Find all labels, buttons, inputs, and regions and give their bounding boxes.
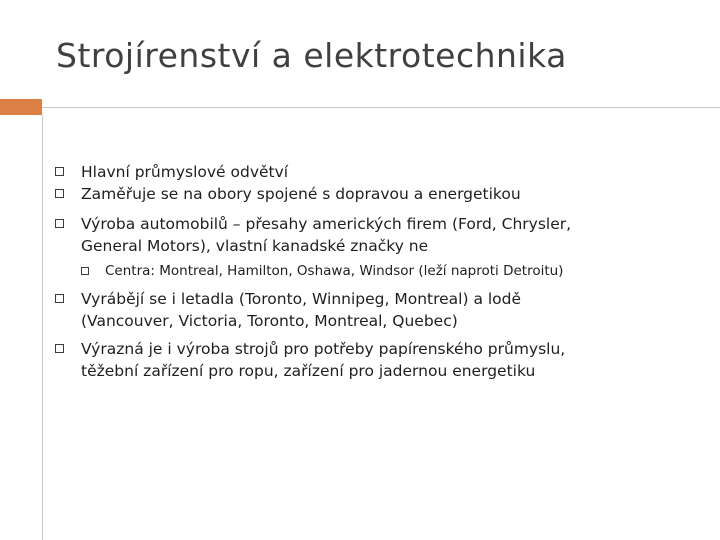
- square-bullet-icon: [55, 219, 64, 228]
- sub-bullet-item: [105, 261, 705, 281]
- bullet-text-line: těžební zařízení pro ropu, zařízení pro jadernou energetiku: [81, 362, 536, 380]
- bullet-item: [81, 213, 701, 257]
- bullet-text-line: Výroba automobilů – přesahy amerických firem (Ford, Chrysler,: [81, 215, 572, 233]
- square-bullet-icon: [55, 344, 64, 353]
- bullet-text: Zaměřuje se na obory spojené s dopravou a energetikou: [81, 185, 521, 203]
- sub-bullet-text: Centra: Montreal, Hamilton, Oshawa, Windsor (leží naproti Detroitu): [105, 263, 564, 279]
- content-vertical-rule: [42, 115, 43, 540]
- square-bullet-icon: [81, 267, 89, 275]
- bullet-text-line: General Motors), vlastní kanadské značky ne: [81, 237, 429, 255]
- slide-title: Strojírenství a elektrotechnika: [56, 36, 567, 75]
- bullet-item: [81, 161, 701, 183]
- bullet-item: [81, 183, 701, 205]
- square-bullet-icon: [55, 189, 64, 198]
- bullet-item: [81, 338, 701, 382]
- title-accent-block: [0, 99, 42, 115]
- square-bullet-icon: [55, 167, 64, 176]
- title-divider: [42, 107, 720, 108]
- bullet-item: [81, 288, 701, 332]
- bullet-text-line: Vyrábějí se i letadla (Toronto, Winnipeg, Montreal) a lodě: [81, 290, 522, 308]
- bullet-text-line: Výrazná je i výroba strojů pro potřeby papírenského průmyslu,: [81, 340, 566, 358]
- bullet-text: Hlavní průmyslové odvětví: [81, 163, 289, 181]
- bullet-text-line: (Vancouver, Victoria, Toronto, Montreal, Quebec): [81, 312, 458, 330]
- square-bullet-icon: [55, 294, 64, 303]
